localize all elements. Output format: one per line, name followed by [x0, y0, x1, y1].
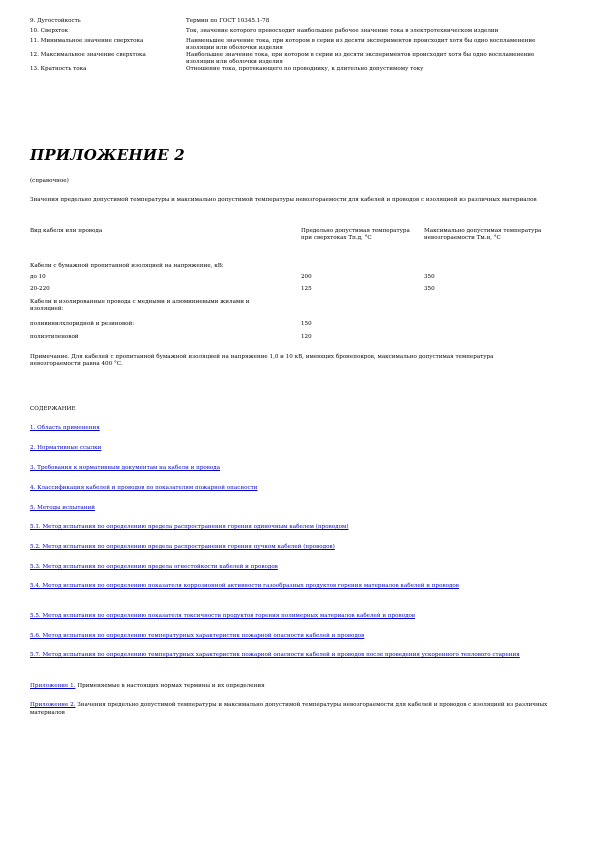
table-row-tmn: 350 [424, 286, 435, 292]
toc-link[interactable]: 5.1. Метод испытания по определению предела распространения горения одиночным кабелем (проводом) [30, 524, 349, 530]
toc-link[interactable]: 4. Классификация кабелей и проводов по показателям пожарной опасности [30, 485, 258, 491]
toc-link[interactable]: 5.2. Метод испытания по определению предела распространения горения пучком кабелей (проводов) [30, 544, 335, 550]
appendix-subtitle: (справочное) [30, 178, 69, 184]
term-name: 13. Кратность тока [30, 66, 87, 72]
toc-link[interactable]: 5.3. Метод испытания по определению предела огнестойкости кабелей и проводов [30, 564, 278, 570]
table-row-tmn: 350 [424, 274, 435, 280]
terms-table [30, 18, 570, 73]
term-row [30, 28, 570, 38]
term-row [30, 38, 570, 52]
table-row-tpd: 150 [301, 321, 312, 327]
table-row-kind: до 10 [30, 274, 46, 280]
toc-link[interactable]: 1. Область применения [30, 425, 100, 431]
term-name: 12. Максимальное значение сверхтока [30, 52, 146, 58]
toc-appendix-1 [30, 682, 265, 690]
table-header-tpd: Предельно допустимая температура при сверхтоках Тп.д, °С [301, 228, 410, 241]
table-row-kind: 20-220 [30, 286, 50, 292]
table-note: Примечание. Для кабелей с пропитанной бумажной изоляцией на напряжение 1,0 и 10 кВ, имеющих бронепокров, максимально допустимая температура невозгораемости равна 400 °С. [30, 354, 494, 367]
term-row [30, 52, 570, 66]
term-definition: Ток, значение которого превосходит наибольшее рабочее значение тока в электротехническом изделии [186, 28, 499, 34]
toc-link[interactable]: 5.4. Метод испытания по определению показателя коррозионной активности газообразных продуктов горения материалов кабелей и проводов [30, 583, 459, 589]
term-row [30, 18, 570, 28]
table-header-tmn: Максимально допустимая температура невозгораемости Тм.н, °С [424, 228, 542, 241]
toc-link[interactable]: 3. Требования к нормативным документам на кабели и провода [30, 465, 221, 471]
toc-heading: СОДЕРЖАНИЕ [30, 406, 76, 412]
toc-link[interactable]: 2. Нормативные ссылки [30, 445, 102, 451]
term-definition: Наибольшее значение тока, при котором в серии из десяти экспериментов происходит хотя бы одно воспламенение изоляции или оболочки изделия [186, 52, 535, 65]
table-row-kind: Кабели с бумажной пропитанной изоляцией на напряжение, кВ: [30, 263, 224, 269]
appendix-1-link[interactable]: Приложение 1. [30, 683, 76, 689]
table-header-kind: Вид кабеля или провода [30, 228, 103, 234]
table-row-kind: Кабели и изолированные провода с медными и алюминиевыми жилами и изоляцией: [30, 299, 250, 312]
toc-link[interactable]: 5.6. Метод испытания по определению температурных характеристик пожарной опасности кабелей и проводов [30, 633, 365, 639]
term-name: 10. Сверхток [30, 28, 69, 34]
term-name: 9. Дугостойкость [30, 18, 81, 24]
term-name: 11. Минимальное значение сверхтока [30, 38, 144, 44]
term-definition: Наименьшее значение тока, при котором в серии из десяти экспериментов происходит хотя бы одно воспламенение изоляции или оболочки изделия [186, 38, 536, 51]
appendix-heading: Значения предельно допустимой температуры и максимально допустимой температуры невозгораемости для кабелей и проводов с изоляцией из различных материалов [30, 197, 537, 203]
toc-link[interactable]: 5.5. Метод испытания по определению показателя токсичности продуктов горения полимерных материалов кабелей и проводов [30, 613, 416, 619]
term-definition: Отношение тока, протекающего по проводнику, к длительно допустимому току [186, 66, 424, 72]
toc-link[interactable]: 5.7. Метод испытания по определению температурных характеристик пожарной опасности кабелей и проводов после проведения ускоренного теплового старения [30, 652, 520, 658]
table-row-tpd: 125 [301, 286, 312, 292]
appendix-1-text: Применяемые в настоящих нормах термины и их определения [75, 683, 265, 689]
toc-link[interactable]: 5. Методы испытаний [30, 505, 95, 511]
table-row-kind: полиэтиленовой [30, 334, 79, 340]
term-row [30, 66, 570, 73]
term-definition: Термин по ГОСТ 10345.1-78 [186, 18, 270, 24]
table-row-tpd: 120 [301, 334, 312, 340]
appendix-2-text: Значения предельно допустимой температуры и максимально допустимой температуры невозгораемости для кабелей и проводов с изоляцией из различных материалов [30, 702, 548, 716]
appendix-2-link[interactable]: Приложение 2. [30, 702, 76, 708]
toc-appendix-2 [30, 701, 550, 717]
appendix-title: ПРИЛОЖЕНИЕ 2 [30, 146, 185, 164]
table-row-kind: поливинилхлоридной и резиновой: [30, 321, 135, 327]
table-row-tpd: 200 [301, 274, 312, 280]
